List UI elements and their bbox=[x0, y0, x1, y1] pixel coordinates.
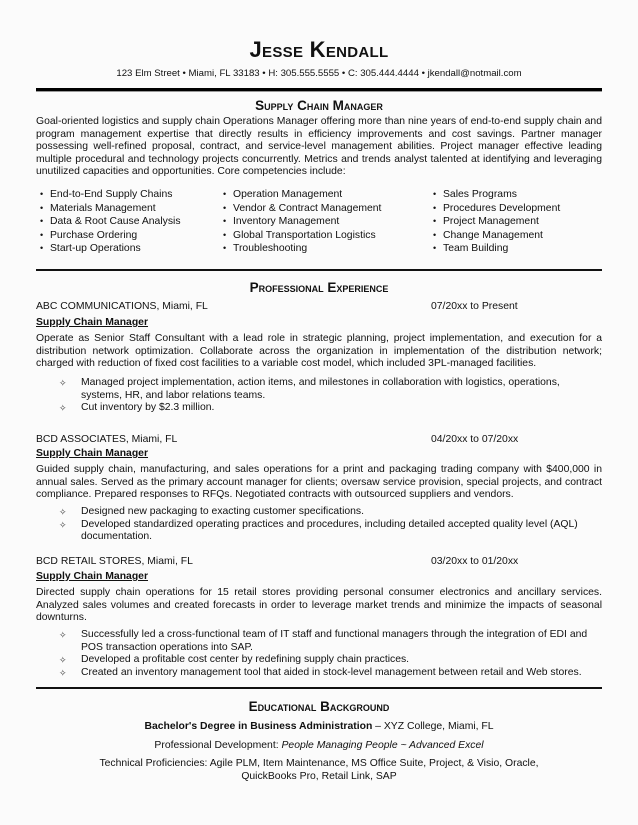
achievement-item: ✧ Designed new packaging to exacting customer specifications. bbox=[59, 506, 365, 517]
header-divider bbox=[36, 88, 602, 92]
achievement-item: ✧ Managed project implementation, action items, and milestones in collaboration with logistics, operations, systems, HR, and labor relations teams. bbox=[59, 377, 560, 401]
job-title: Supply Chain Manager bbox=[36, 448, 149, 459]
star-bullet-icon: ✧ bbox=[59, 519, 67, 530]
job-header bbox=[36, 434, 602, 447]
job-achievements bbox=[36, 377, 602, 415]
job-title: Supply Chain Manager bbox=[36, 571, 149, 582]
star-bullet-icon: ✧ bbox=[59, 655, 67, 666]
company-name: BCD ASSOCIATES, Miami, FL bbox=[36, 434, 178, 445]
competency-item: • Data & Root Cause Analysis bbox=[40, 215, 181, 229]
star-bullet-icon: ✧ bbox=[59, 630, 67, 640]
target-title: Supply Chain Manager bbox=[255, 98, 383, 113]
star-bullet-icon: ✧ bbox=[59, 507, 67, 517]
degree-line bbox=[36, 721, 602, 734]
degree-institution: – XYZ College, Miami, FL bbox=[372, 721, 494, 732]
competency-item: • Change Management bbox=[433, 229, 560, 243]
job-dates: 04/20xx to 07/20xx bbox=[431, 434, 519, 445]
job-dates: 03/20xx to 01/20xx bbox=[431, 556, 519, 567]
competency-item: • Troubleshooting bbox=[223, 242, 381, 256]
competency-item: • Sales Programs bbox=[433, 188, 560, 202]
competency-item: • Purchase Ordering bbox=[40, 229, 181, 243]
experience-title: Professional Experience bbox=[249, 280, 389, 295]
contact-line: 123 Elm Street • Miami, FL 33183 • H: 305.555.5555 • C: 305.444.4444 • jkendall@notmail.com bbox=[116, 68, 522, 79]
job-header bbox=[36, 301, 602, 314]
competency-item: • Start-up Operations bbox=[40, 242, 181, 256]
star-bullet-icon: ✧ bbox=[59, 403, 67, 414]
technical-proficiencies-line-1: Technical Proficiencies: Agile PLM, Item Maintenance, MS Office Suite, Project, & Visio, Oracle, bbox=[99, 758, 539, 769]
company-name: ABC COMMUNICATIONS, Miami, FL bbox=[36, 301, 208, 312]
technical-proficiencies-line-2: QuickBooks Pro, Retail Link, SAP bbox=[241, 771, 397, 782]
achievement-item: ✧ Successfully led a cross-functional team of IT staff and functional managers through the integration of EDI and POS transaction operations into SAP. bbox=[59, 629, 588, 653]
competency-item: • Vendor & Contract Management bbox=[223, 202, 381, 216]
summary-divider bbox=[36, 269, 602, 271]
competency-item: • Global Transportation Logistics bbox=[223, 229, 381, 243]
achievement-item: ✧ Created an inventory management tool that aided in stock-level management between retail and Web stores. bbox=[59, 666, 582, 678]
experience-divider bbox=[36, 687, 602, 689]
competency-column-3 bbox=[433, 188, 560, 256]
achievement-item: ✧ Developed a profitable cost center by redefining supply chain practices. bbox=[59, 654, 410, 666]
job-title: Supply Chain Manager bbox=[36, 317, 149, 328]
competency-column-2 bbox=[223, 188, 381, 256]
competency-item: • Operation Management bbox=[223, 188, 381, 202]
competency-item: • Inventory Management bbox=[223, 215, 381, 229]
achievement-item: ✧ Cut inventory by $2.3 million. bbox=[59, 402, 215, 414]
education-title: Educational Background bbox=[248, 699, 390, 714]
company-name: BCD RETAIL STORES, Miami, FL bbox=[36, 556, 193, 567]
competency-item: • Project Management bbox=[433, 215, 560, 229]
competency-item: • Materials Management bbox=[40, 202, 181, 216]
candidate-name: Jesse Kendall bbox=[249, 37, 389, 62]
job-description: Guided supply chain, manufacturing, and sales operations for a print and packaging trading company with $400,000 in annual sales. Served as the primary account manager for clients; oversaw service provision, special projects, and contract compliance. Prepared responses to RFQs. Negotiated contracts with outsourced suppliers and vendors. bbox=[36, 464, 602, 501]
job-dates: 07/20xx to Present bbox=[431, 301, 518, 312]
job-description: Directed supply chain operations for 15 retail stores providing personal consumer electronics and ancillary services. Analyzed sales volumes and created forecasts in order to leverage market trends and minimize the impacts of seasonal downturns. bbox=[36, 587, 602, 624]
competency-item: • Procedures Development bbox=[433, 202, 560, 216]
job-achievements bbox=[36, 629, 602, 679]
job-description: Operate as Senior Staff Consultant with a lead role in strategic planning, project implementation, and execution for a distribution network optimization. Collaborate across the organization in implementation of the distribution network; charged with reduction of fixed cost facilities to a variable cost model, which included 3PL-managed facilities. bbox=[36, 333, 602, 370]
competency-item: • Team Building bbox=[433, 242, 560, 256]
degree-name: Bachelor's Degree in Business Administration bbox=[144, 721, 373, 732]
star-bullet-icon: ✧ bbox=[59, 667, 67, 678]
competency-item: • End-to-End Supply Chains bbox=[40, 188, 181, 202]
pd-label: Professional Development: bbox=[154, 740, 282, 751]
professional-development bbox=[36, 740, 602, 753]
achievement-item: ✧ Developed standardized operating practices and procedures, including detailed accepted quality level (AQL) documentation. bbox=[59, 518, 578, 543]
job-header bbox=[36, 556, 602, 569]
job-achievements bbox=[36, 506, 602, 544]
summary-paragraph: Goal-oriented logistics and supply chain Operations Manager offering more than nine years of end-to-end supply chain and program management expertise that directly results in efficiency improvements and cost savings. Partner manager possessing well-refined proposal, contract, and service-level management abilities. Project manager effective leading multiple procedural and technology projects concurrently. Metrics and trends analyst talented at identifying and leveraging unutilized capacities and opportunities. Core competencies include: bbox=[36, 116, 602, 178]
pd-value: People Managing People ~ Advanced Excel bbox=[281, 740, 484, 751]
star-bullet-icon: ✧ bbox=[59, 378, 67, 388]
competency-column-1 bbox=[40, 188, 181, 256]
